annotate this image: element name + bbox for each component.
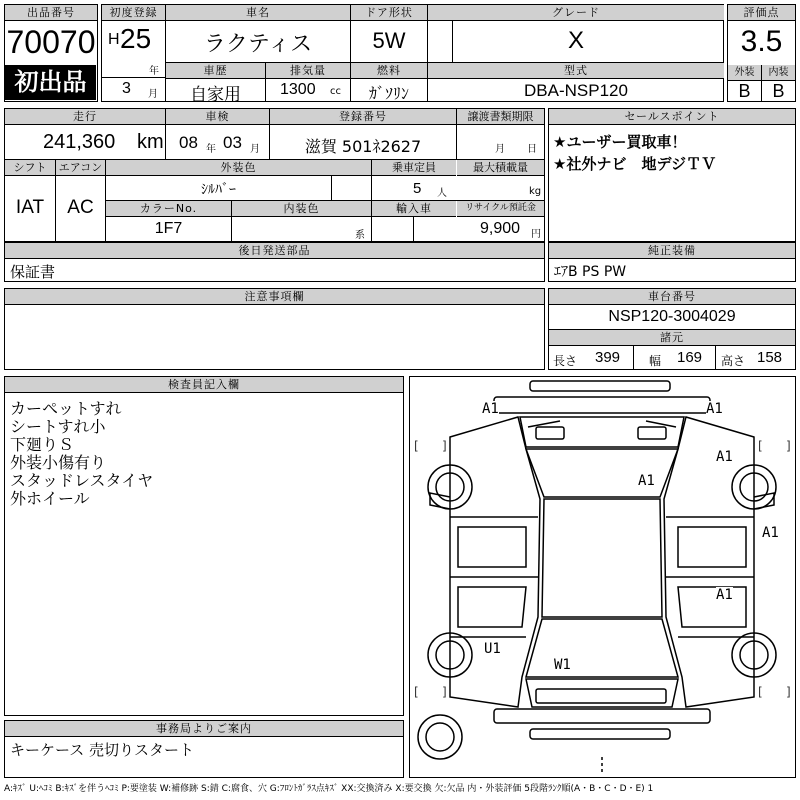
genuine-equipment-value: ｴｱB PS PW (554, 264, 627, 280)
reg-month: 3 (122, 80, 131, 97)
vehicle-info-table (101, 4, 724, 105)
notes-box (4, 288, 545, 370)
mark-front-right: A1 (706, 401, 723, 417)
inspector-line-4: 外装小傷有り (10, 453, 107, 472)
import-label: 輸入車 (372, 201, 456, 217)
notes-label: 注意事項欄 (5, 289, 544, 305)
recycle-label: リサイクル預託金 (457, 201, 544, 217)
mark-rear-window: W1 (554, 657, 571, 673)
capacity-value: 5 (413, 180, 422, 197)
length-value: 399 (595, 349, 621, 366)
height-label: 高さ (721, 354, 746, 368)
legend-footer: A:ｷｽﾞ U:ﾍｺﾐ B:ｷｽﾞを伴うﾍｺﾐ P:要塗装 W:補修跡 S:錆 C:腐食、穴 G:ﾌﾛﾝﾄｶﾞﾗｽ点ｷｽﾞ XX:交換済み X:要交換 欠:欠品 内・外装評価 5段階ﾗﾝｸ順(A・B・C・D・E) 1 (4, 784, 654, 794)
mark-right-front-door: A1 (762, 525, 779, 541)
inspection-month-unit: 月 (250, 144, 260, 155)
displacement-unit: cc (330, 86, 341, 97)
genuine-equipment-box (548, 242, 796, 282)
genuine-equipment-label: 純正装備 (549, 243, 795, 259)
sales-point-line-2: ★社外ナビ 地デジＴＶ (553, 155, 717, 173)
mileage-value: 241,360 (43, 131, 116, 153)
score-label: 評価点 (728, 5, 795, 21)
grade-label: グレード (428, 5, 724, 21)
interior-grade: B (772, 81, 785, 101)
shift-value: IAT (15, 197, 45, 218)
color-no: 1F7 (154, 220, 183, 237)
car-name: ラクティス (203, 32, 313, 57)
model-code-label: 型式 (428, 63, 724, 79)
int-color-unit: 系 (355, 230, 365, 241)
capacity-label: 乗車定員 (372, 160, 456, 176)
first-reg-label: 初度登録 (102, 5, 165, 21)
left-rear-bracket: [ (414, 685, 419, 699)
car-outline-diagram (410, 377, 794, 776)
inspector-notes-label: 検査員記入欄 (5, 377, 403, 393)
shift-label: シフト (5, 160, 55, 176)
office-info-box (4, 720, 404, 778)
score: 3.5 (740, 25, 783, 58)
mark-roof: A1 (638, 473, 655, 489)
lot-number-box (4, 4, 98, 102)
reg-year-unit: 年 (149, 66, 159, 77)
rating-box (727, 4, 796, 102)
sales-point-line-1: ★ユーザー買取車！ (553, 133, 687, 151)
fuel-label: 燃料 (351, 63, 427, 79)
lot-number-label: 出品番号 (5, 5, 97, 21)
displacement: 1300 (280, 81, 316, 98)
reg-month-unit: 月 (148, 89, 158, 100)
chassis-box (548, 288, 796, 370)
int-color-label: 内装色 (232, 201, 371, 217)
door-type: 5W (372, 28, 406, 53)
width-value: 169 (677, 349, 703, 366)
reg-year: 25 (120, 23, 152, 54)
capacity-unit: 人 (437, 188, 447, 199)
inspector-line-3: 下廻りＳ (10, 435, 75, 454)
width-label: 幅 (649, 354, 662, 368)
ext-color: ｼﾙﾊﾞｰ (201, 182, 236, 198)
details-table (4, 108, 545, 242)
mark-left-rear-fender: U1 (484, 641, 501, 657)
left-rear-bracket-close: ] (442, 685, 447, 699)
exterior-grade: B (738, 81, 751, 101)
inspector-line-5: スタッドレスタイヤ (10, 471, 154, 490)
later-parts-label: 後日発送部品 (5, 243, 544, 259)
right-front-bracket: [ (758, 439, 763, 453)
transfer-month-unit: 月 (495, 144, 505, 155)
inspector-notes-box (4, 376, 404, 716)
recycle-unit: 円 (531, 229, 541, 240)
interior-label: 内装 (762, 65, 795, 81)
mark-front-left: A1 (482, 401, 499, 417)
sales-points-label: セールスポイント (549, 109, 795, 125)
inspection-month: 03 (223, 133, 242, 152)
chassis-label: 車台番号 (549, 289, 795, 305)
later-parts-box (4, 242, 545, 282)
history-label: 車歴 (166, 63, 265, 79)
left-front-bracket-close: ] (442, 439, 447, 453)
exterior-label: 外装 (728, 65, 761, 81)
right-rear-bracket-close: ] (786, 685, 791, 699)
color-no-label: カラーNo. (106, 201, 231, 217)
inspector-line-6: 外ホイール (10, 489, 90, 508)
grade: X (567, 27, 584, 54)
later-parts-value: 保証書 (10, 263, 56, 281)
office-info-label: 事務局よりご案内 (5, 721, 403, 737)
car-name-label: 車名 (166, 5, 350, 21)
length-label: 長さ (553, 354, 578, 368)
mileage-label: 走行 (5, 109, 165, 125)
mark-right-rear-door: A1 (716, 587, 733, 603)
damage-diagram (409, 376, 796, 778)
chassis-number: NSP120-3004029 (608, 308, 736, 325)
ext-color-label: 外装色 (106, 160, 371, 176)
office-info-value: キーケース 売切りスタート (10, 741, 195, 759)
inspector-line-2: シートすれ小 (10, 417, 106, 436)
max-load-unit: kg (529, 186, 542, 197)
right-front-bracket-close: ] (786, 439, 791, 453)
inspection-label: 車検 (166, 109, 269, 125)
inspection-year-unit: 年 (206, 144, 216, 155)
inspector-line-1: カーペットすれ (10, 399, 122, 418)
inspection-year: 08 (179, 133, 198, 152)
dimensions-label: 諸元 (549, 330, 795, 346)
mileage-unit: km (137, 131, 164, 153)
ac-value: AC (67, 197, 94, 218)
fuel: ｶﾞｿﾘﾝ (368, 84, 409, 103)
transfer-day-unit: 日 (527, 144, 537, 155)
lot-number: 70070 (6, 24, 96, 60)
history: 自家用 (190, 85, 241, 105)
height-value: 158 (757, 349, 783, 366)
left-front-bracket: [ (414, 439, 419, 453)
plate-label: 登録番号 (270, 109, 456, 125)
first-listing-badge: 初出品 (5, 65, 96, 100)
mark-right-front-fender: A1 (716, 449, 733, 465)
recycle-value: 9,900 (480, 220, 521, 237)
model-code: DBA-NSP120 (524, 81, 628, 100)
displacement-label: 排気量 (266, 63, 350, 79)
sales-points-box (548, 108, 796, 242)
right-rear-bracket: [ (758, 685, 763, 699)
plate-number: 滋賀 501ﾈ2627 (304, 137, 422, 156)
door-type-label: ドア形状 (351, 5, 427, 21)
transfer-label: 譲渡書類期限 (457, 109, 544, 125)
reg-era: H (108, 31, 120, 48)
ac-label: エアコン (56, 160, 105, 176)
max-load-label: 最大積載量 (457, 160, 544, 176)
